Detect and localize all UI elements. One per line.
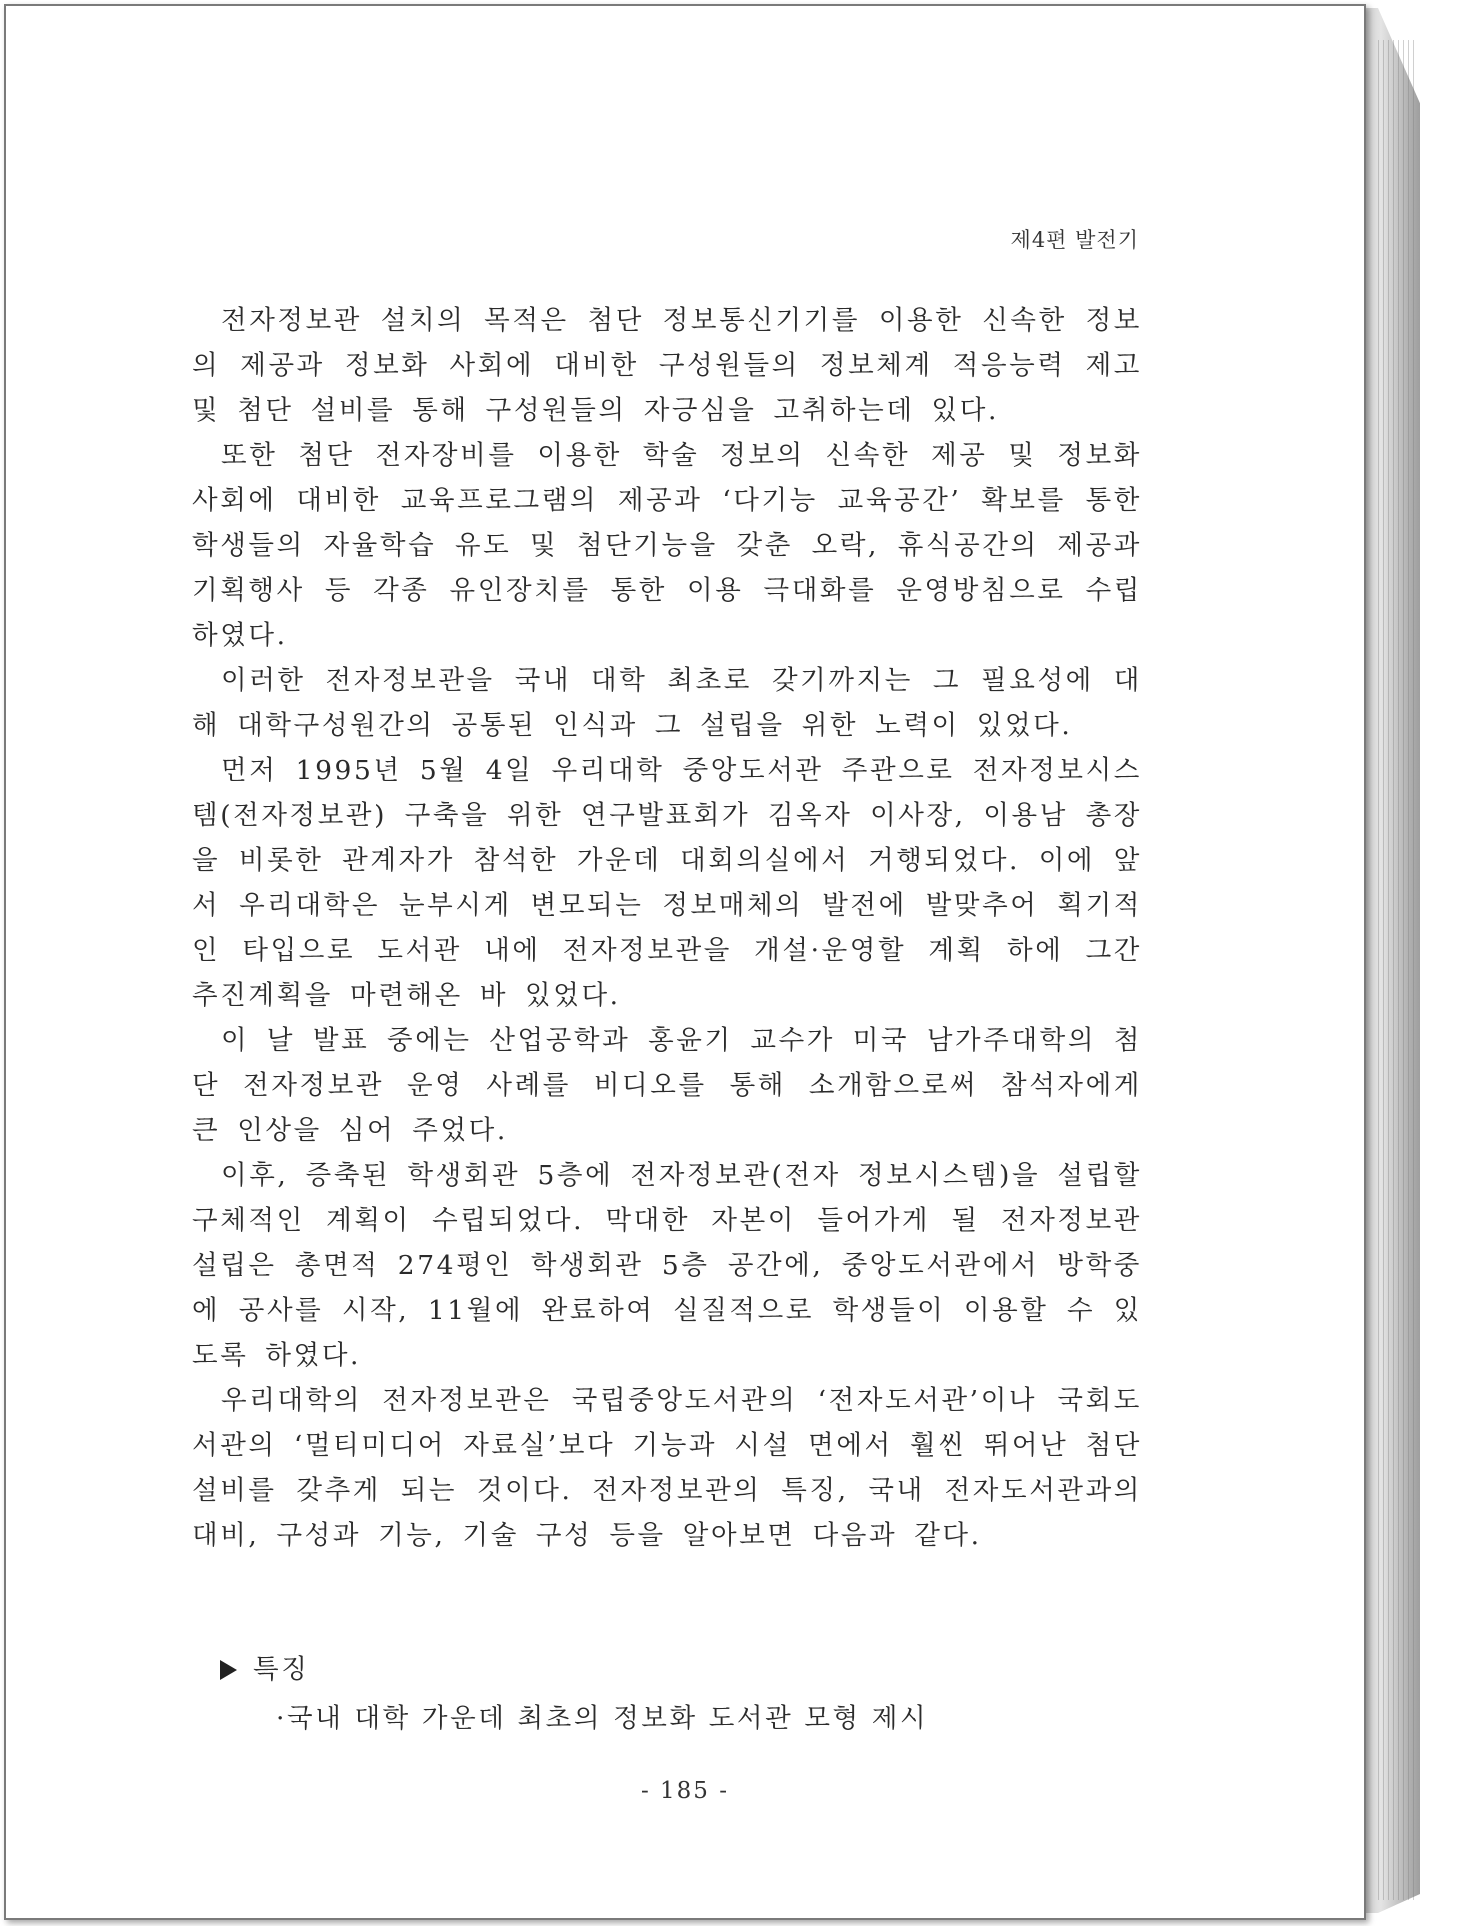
paragraph-7: 우리대학의 전자정보관은 국립중앙도서관의 ‘전자도서관’이나 국회도서관의 ‘멀티미디어 자료실’보다 기능과 시설 면에서 훨씬 뛰어난 첨단설비를 갖추게 되는 것이다. 전자정보관의 특징, 국내 전자도서관과의 대비, 구성과 기능, 기술 구성 등을 알아보면 다음과 같다. <box>192 1385 1142 1551</box>
features-section <box>220 1647 928 1741</box>
body-text <box>192 298 1142 1558</box>
paragraph-5: 이 날 발표 중에는 산업공학과 홍윤기 교수가 미국 남가주대학의 첨단 전자정보관 운영 사례를 비디오를 통해 소개함으로써 참석자에게 큰 인상을 심어 주었다. <box>192 1025 1142 1146</box>
running-head: 제4편 발전기 <box>1010 228 1139 252</box>
triangle-bullet-icon <box>220 1660 237 1680</box>
book-page <box>4 4 1366 1920</box>
section-heading-label: 특징 <box>253 1654 310 1685</box>
book-page-edge-lines <box>1378 40 1414 1900</box>
paragraph-1: 전자정보관 설치의 목적은 첨단 정보통신기기를 이용한 신속한 정보의 제공과 정보화 사회에 대비한 구성원들의 정보체계 적응능력 제고 및 첨단 설비를 통해 구성원들의 자긍심을 고취하는데 있다. <box>192 305 1142 426</box>
page-number: - 185 - <box>640 1778 730 1804</box>
section-heading <box>220 1647 928 1692</box>
paragraph-4: 먼저 1995년 5월 4일 우리대학 중앙도서관 주관으로 전자정보시스템(전자정보관) 구축을 위한 연구발표회가 김옥자 이사장, 이용남 총장을 비롯한 관계자가 참석한 가운데 대회의실에서 거행되었다. 이에 앞서 우리대학은 눈부시게 변모되는 정보매체의 발전에 발맞추어 획기적인 타입으로 도서관 내에 전자정보관을 개설·운영할 계획 하에 그간 추진계획을 마련해온 바 있었다. <box>192 755 1142 1011</box>
paragraph-6: 이후, 증축된 학생회관 5층에 전자정보관(전자 정보시스템)을 설립할 구체적인 계획이 수립되었다. 막대한 자본이 들어가게 될 전자정보관 설립은 총면적 274평인 학생회관 5층 공간에, 중앙도서관에서 방학중에 공사를 시작, 11월에 완료하여 실질적으로 학생들이 이용할 수 있도록 하였다. <box>192 1160 1142 1371</box>
paragraph-3: 이러한 전자정보관을 국내 대학 최초로 갖기까지는 그 필요성에 대해 대학구성원간의 공통된 인식과 그 설립을 위한 노력이 있었다. <box>192 665 1142 741</box>
paragraph-2: 또한 첨단 전자장비를 이용한 학술 정보의 신속한 제공 및 정보화 사회에 대비한 교육프로그램의 제공과 ‘다기능 교육공간’ 확보를 통한 학생들의 자율학습 유도 및 첨단기능을 갖춘 오락, 휴식공간의 제공과 기획행사 등 각종 유인장치를 통한 이용 극대화를 운영방침으로 수립하였다. <box>192 440 1142 651</box>
list-item: ·국내 대학 가운데 최초의 정보화 도서관 모형 제시 <box>276 1703 929 1734</box>
